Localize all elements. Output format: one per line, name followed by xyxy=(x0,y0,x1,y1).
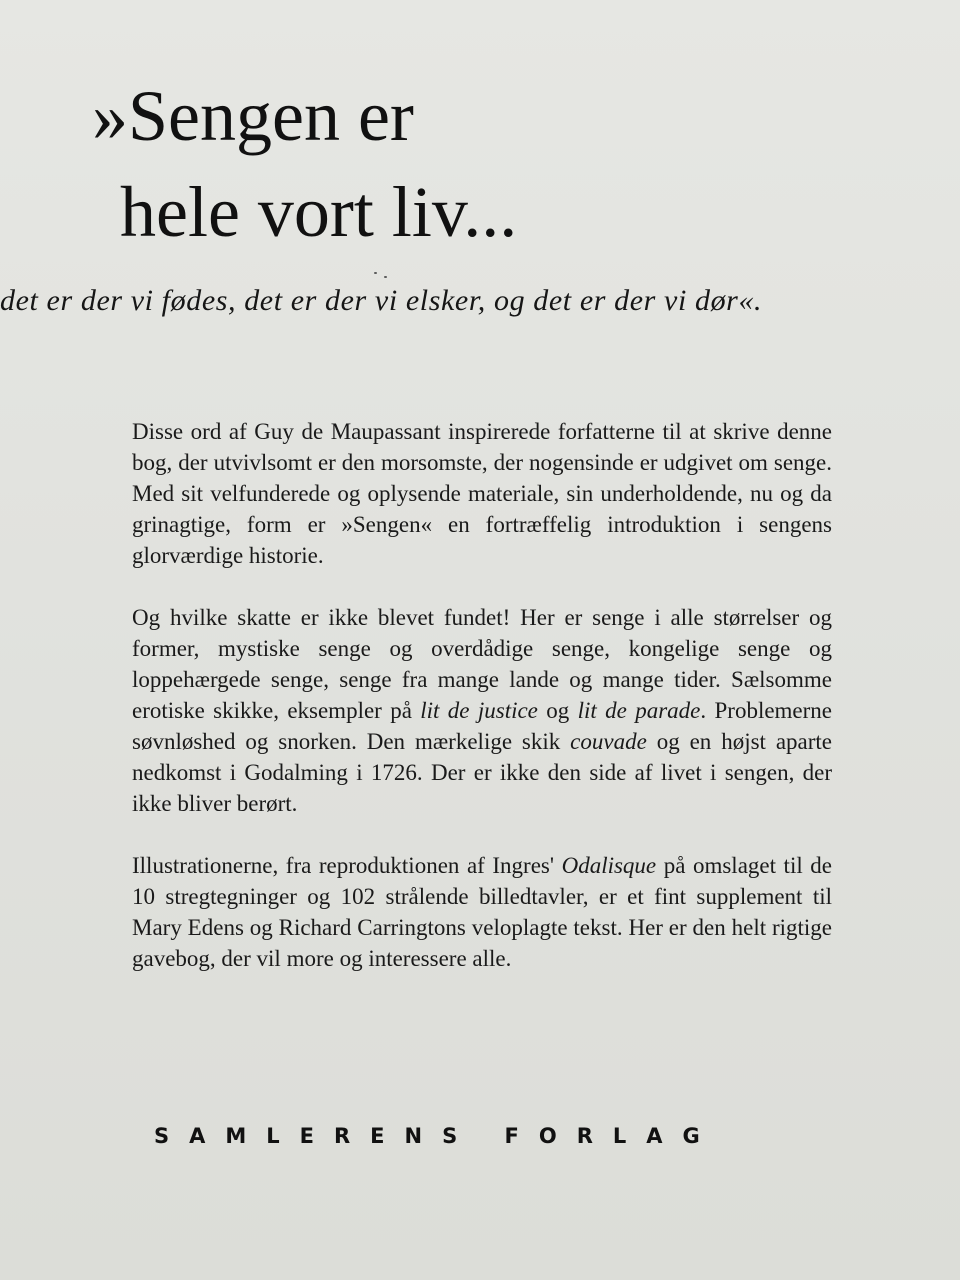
headline-quote xyxy=(92,68,517,260)
italic-term-couvade: couvade xyxy=(570,729,647,754)
blurb-paragraph-3 xyxy=(132,850,832,974)
italic-title-odalisque: Odalisque xyxy=(561,853,657,878)
italic-term-lit-de-justice: lit de justice xyxy=(420,698,538,723)
text-run: . Problemerne søvnløshed og snorken. Den mærkelige skik xyxy=(132,698,833,754)
headline-line-1: »Sengen er xyxy=(92,76,414,156)
print-speck xyxy=(384,276,387,278)
blurb-text xyxy=(132,416,832,1005)
blurb-paragraph-2 xyxy=(132,602,832,819)
text-run: på omslaget til de 10 stregtegninger og 102 strålende billedtavler, er et fint supplement til Mary Edens og Richard Carringtons veloplagte tekst. Her er den helt rigtige gavebog, der vil more og interessere alle. xyxy=(132,853,832,971)
text-run: og xyxy=(537,698,578,723)
blurb-paragraph-1: Disse ord af Guy de Maupassant inspirerede forfatterne til at skrive denne bog, der utvivlsomt er den morsomste, der nogensinde er udgivet om senge. Med sit velfunderede og oplysende materiale, sin underholdende, nu og da grinagtige, form er »Sengen« en fortræffelig introduktion i sengens glorværdige historie. xyxy=(132,419,832,568)
text-run: Og hvilke skatte er ikke blevet fundet! Her er senge i alle størrelser og former, mystiske senge og overdådige senge, kongelige senge og loppehærgede senge, senge fra mange lande og mange tider. Sælsomme erotiske skikke, eksempler på xyxy=(132,605,832,723)
text-run: Illustrationerne, fra reproduktionen af Ingres' xyxy=(132,853,562,878)
publisher-name: SAMLERENS FORLAG xyxy=(154,1124,720,1148)
print-speck xyxy=(374,272,377,274)
text-run: og en højst aparte nedkomst i Godalming i 1726. Der er ikke den side af livet i sengen, der ikke bliver berørt. xyxy=(132,729,832,816)
italic-term-lit-de-parade: lit de parade xyxy=(577,698,701,723)
quote-continuation: det er der vi fødes, det er der vi elsker, og det er der vi dør«. xyxy=(0,284,763,317)
headline-line-2: hele vort liv... xyxy=(120,172,518,252)
